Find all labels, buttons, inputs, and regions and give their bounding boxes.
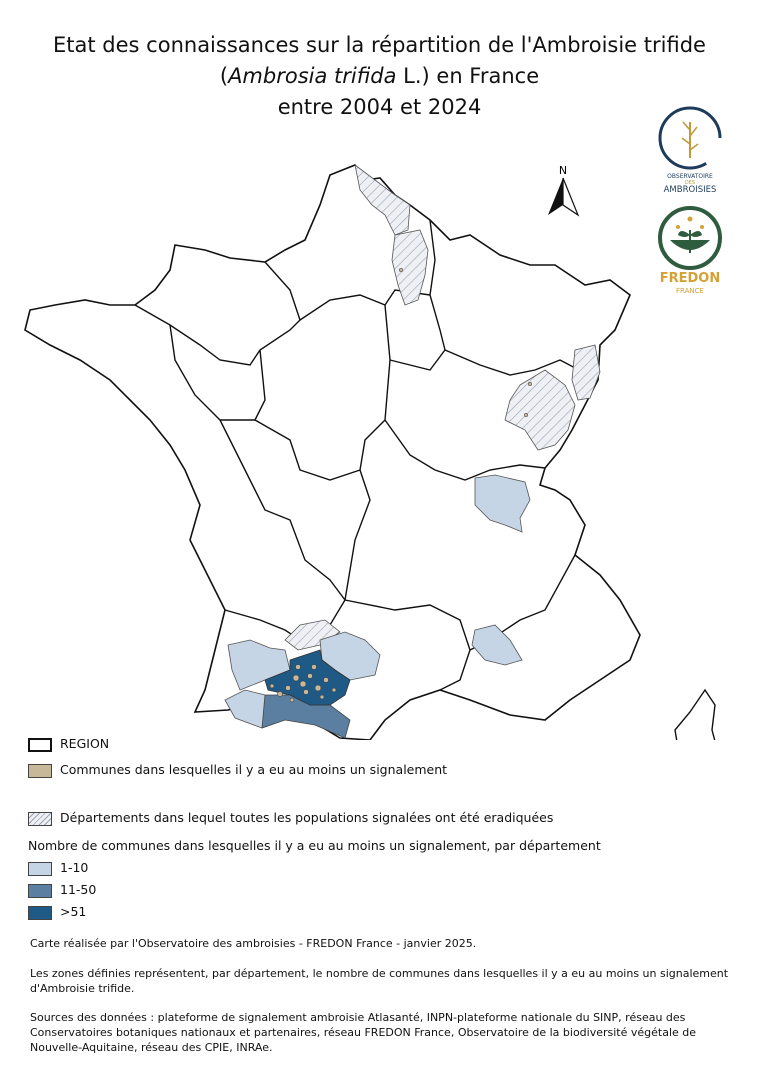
legend-class-3-label: >51 — [60, 904, 87, 919]
north-label: N — [558, 164, 568, 177]
fredon-emblem-icon — [650, 205, 730, 271]
title-line-1: Etat des connaissances sur la répartition de l'Ambroisie trifide — [53, 33, 706, 57]
legend-class-1-swatch — [28, 862, 52, 876]
species-name: Ambrosia trifida — [228, 64, 397, 88]
credit-sources: Sources des données : plateforme de signalement ambroisie Atlasanté, INPN-plateforme nationale du SINP, réseau des Conservatoires botaniques nationaux et partenaires, réseau FREDON France, Observatoire de la biodiversité végétale de Nouvelle-Aquitaine, réseau des CPIE, INRAe. — [30, 1011, 697, 1054]
france-map — [0, 140, 759, 740]
credit-description: Les zones définies représentent, par département, le nombre de communes dans lesquelles il y a eu au moins un signalement d'Ambroisie trifide. — [30, 967, 729, 995]
corsica-outline — [675, 690, 720, 740]
legend-class-3-swatch — [28, 906, 52, 920]
legend-class-2-label: 11-50 — [60, 882, 97, 897]
legend-eradicated-label: Départements dans lequel toutes les populations signalées ont été eradiquées — [60, 810, 554, 825]
legend-count-title: Nombre de communes dans lesquelles il y a eu au moins un signalement, par département — [28, 838, 601, 853]
legend-class-2-swatch — [28, 884, 52, 898]
observatoire-logo — [650, 100, 730, 198]
legend-region-label: REGION — [60, 736, 110, 751]
fredon-sub-text: FRANCE — [676, 287, 704, 295]
observatoire-main-text: AMBROISIES — [663, 185, 717, 195]
fredon-logo — [650, 205, 730, 300]
title-line-3: entre 2004 et 2024 — [277, 95, 482, 119]
map-title — [0, 30, 759, 123]
observatoire-des-text: DES — [684, 180, 696, 186]
observatoire-small-text: OBSERVATOIRE — [667, 173, 713, 180]
fredon-main-text: FREDON — [659, 271, 721, 286]
credit-author: Carte réalisée par l'Observatoire des ambroisies - FREDON France - janvier 2025. — [30, 937, 477, 950]
title-paren: ( — [219, 64, 229, 88]
title-authority: L.) en France — [396, 64, 540, 88]
north-arrow-icon — [548, 164, 578, 215]
legend-eradicated-swatch — [28, 812, 52, 826]
legend-region-swatch — [28, 738, 52, 752]
legend-class-1-label: 1-10 — [60, 860, 89, 875]
title-line-2 — [0, 61, 759, 92]
legend-communes-swatch — [28, 764, 52, 778]
legend-communes-label: Communes dans lesquelles il y a eu au moins un signalement — [60, 762, 448, 777]
